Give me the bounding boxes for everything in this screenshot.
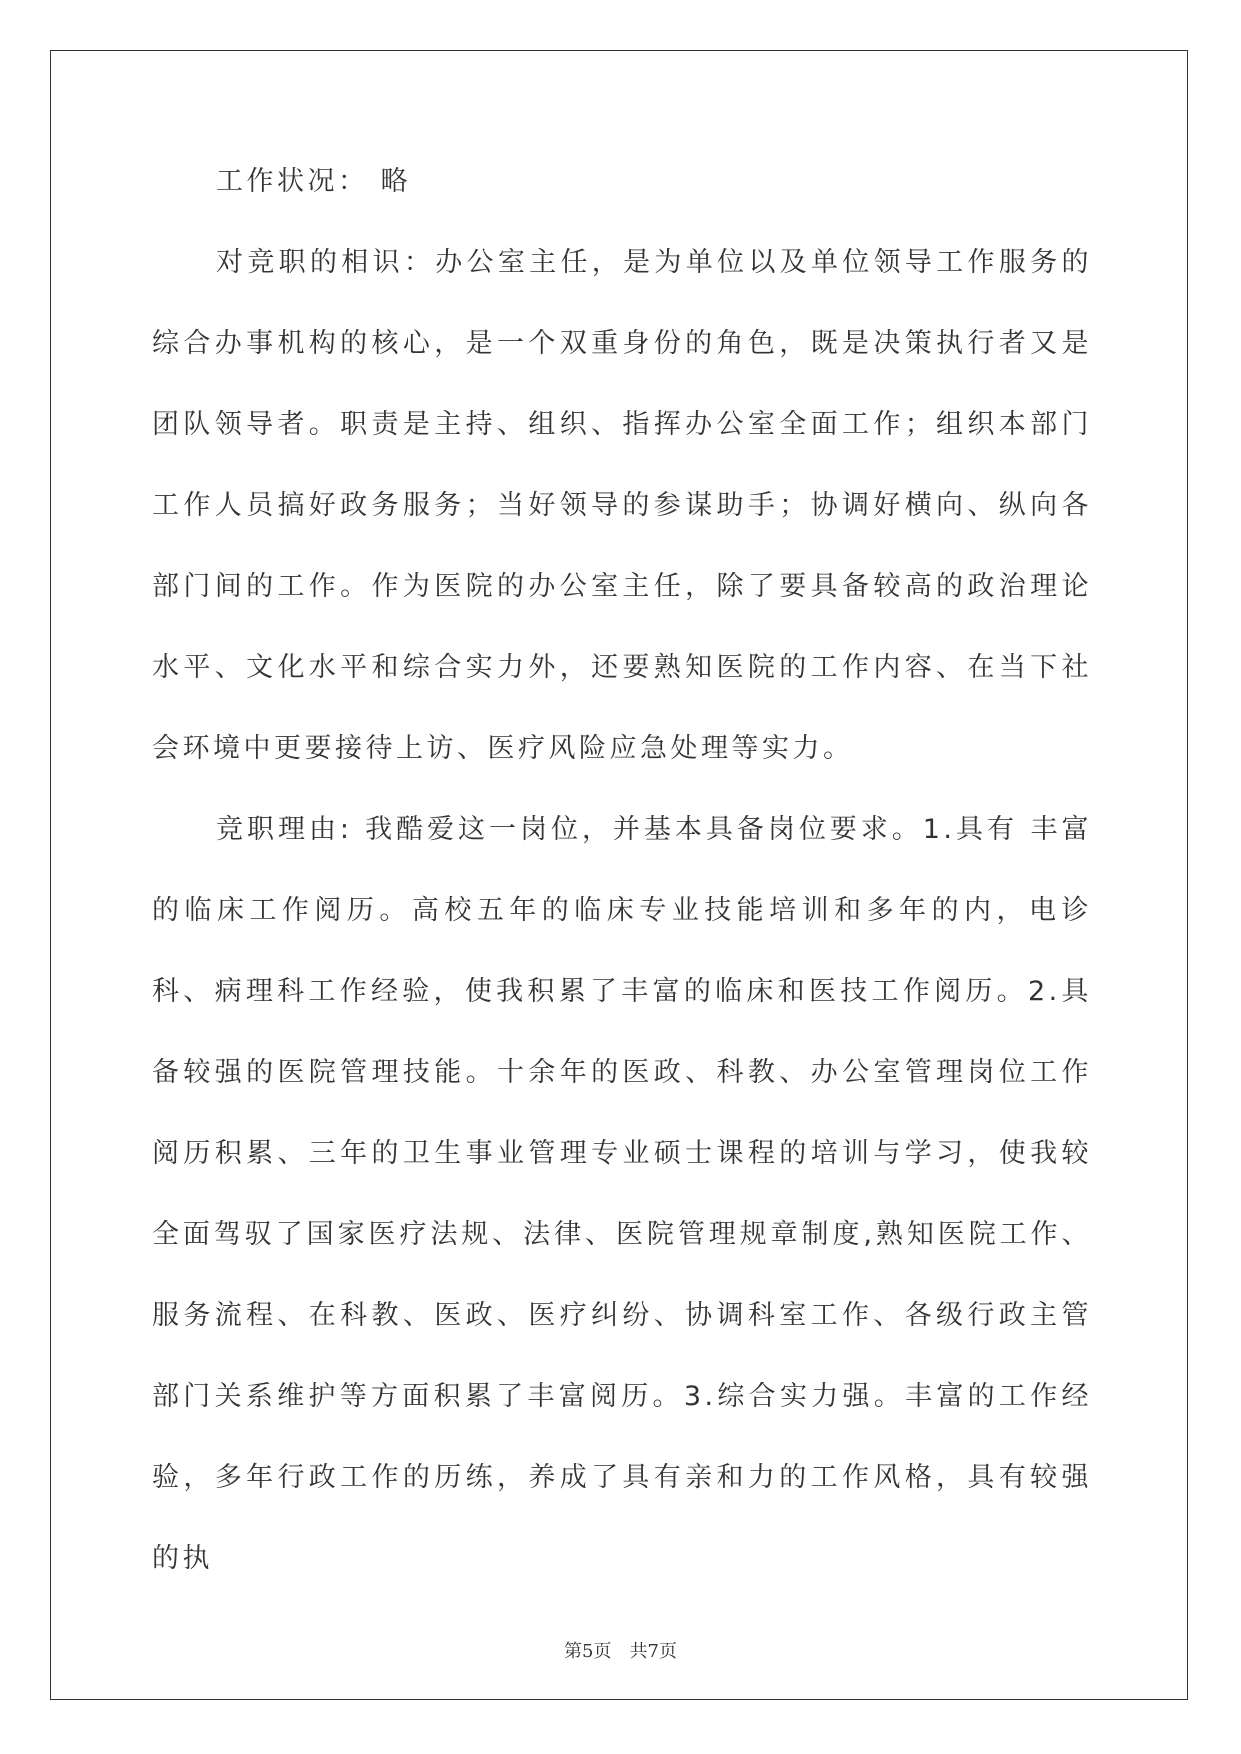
document-body [152, 168, 1092, 1599]
paragraph-role-understanding: 对竞职的相识：办公室主任，是为单位以及单位领导工作服务的综合办事机构的核心，是一个双重身份的角色，既是决策执行者又是团队领导者。职责是主持、组织、指挥办公室全面工作；组织本部门工作人员搞好政务服务；当好领导的参谋助手；协调好横向、纵向各部门间的工作。作为医院的办公室主任，除了要具备较高的政治理论水平、文化水平和综合实力外，还要熟知医院的工作内容、在当下社会环境中更要接待上访、医疗风险应急处理等实力。 [152, 247, 1092, 764]
paragraph-work-status: 工作状况： 略 [216, 166, 412, 197]
page-footer [0, 1637, 1241, 1663]
page-number-total: 共7页 [629, 1641, 677, 1662]
paragraph-reasons: 竞职理由: 我酷爱这一岗位，并基本具备岗位要求。1.具有 丰富的临床工作阅历。高校五年的临床专业技能培训和多年的内，电诊科、病理科工作经验，使我积累了丰富的临床和医技工作阅历。2.具备较强的医院管理技能。十余年的医政、科教、办公室管理岗位工作阅历积累、三年的卫生事业管理专业硕士课程的培训与学习，使我较全面驾驭了国家医疗法规、法律、医院管理规章制度,熟知医院工作、服务流程、在科教、医政、医疗纠纷、协调科室工作、各级行政主管部门关系维护等方面积累了丰富阅历。3.综合实力强。丰富的工作经验，多年行政工作的历练，养成了具有亲和力的工作风格，具有较强的执 [152, 814, 1092, 1574]
page-number-current: 第5页 [564, 1641, 612, 1662]
